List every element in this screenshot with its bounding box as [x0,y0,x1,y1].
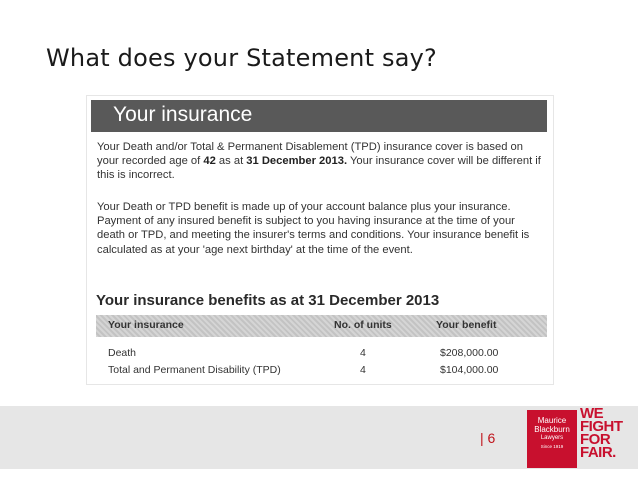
slide-title: What does your Statement say? [46,44,437,72]
logo-line3: Lawyers [540,435,564,441]
table-row [96,364,547,380]
header-your-benefit: Your benefit [436,319,497,331]
header-your-insurance: Your insurance [108,319,184,331]
para1-text-a: Your Death and/or Total & Permanent Disablement (TPD) insurance cover is based on your recorded age of [97,141,523,168]
header-no-of-units: No. of units [334,319,392,331]
table-row [96,347,547,363]
benefits-title: Your insurance benefits as at 31 December 2013 [96,292,440,309]
slogan-line: FIGHT [580,418,623,435]
row-insurance-type: Death [108,347,137,359]
we-fight-for-fair-slogan [580,407,636,459]
statement-scan [86,95,554,385]
slogan-line: FOR [580,431,611,448]
recorded-age: 42 [203,155,216,168]
row-units: 4 [360,364,366,376]
page-number: | 6 [480,430,496,446]
recorded-date: 31 December 2013. [246,155,348,168]
row-benefit: $208,000.00 [440,347,499,359]
row-benefit: $104,000.00 [440,364,499,376]
statement-header-title: Your insurance [113,103,253,126]
row-insurance-type: Total and Permanent Disability (TPD) [108,364,281,376]
para1-text-c: Your insurance cover will be different if this is incorrect. [97,155,541,182]
maurice-blackburn-logo [527,410,577,468]
logo-line1: Maurice [537,416,567,425]
statement-header-bar [91,100,547,132]
benefits-table-header [96,315,547,337]
benefit-paragraph: Your Death or TPD benefit is made up of your account balance plus your insurance. Payment of any insured benefit is subject to you having insurance at the time of your death or TPD, and meeting the insurer's terms and conditions. Your insurance benefit is calculated as at your 'age next birthday' at the time of the event. [97,201,530,256]
insurance-cover-paragraph [97,140,543,183]
slogan-line: FAIR. [580,444,616,461]
logo-line2: Blackburn [534,425,570,434]
logo-line4: Since 1919 [540,444,564,449]
row-units: 4 [360,347,366,359]
para1-text-b: as at [215,155,247,168]
slogan-line: WE [580,405,604,422]
